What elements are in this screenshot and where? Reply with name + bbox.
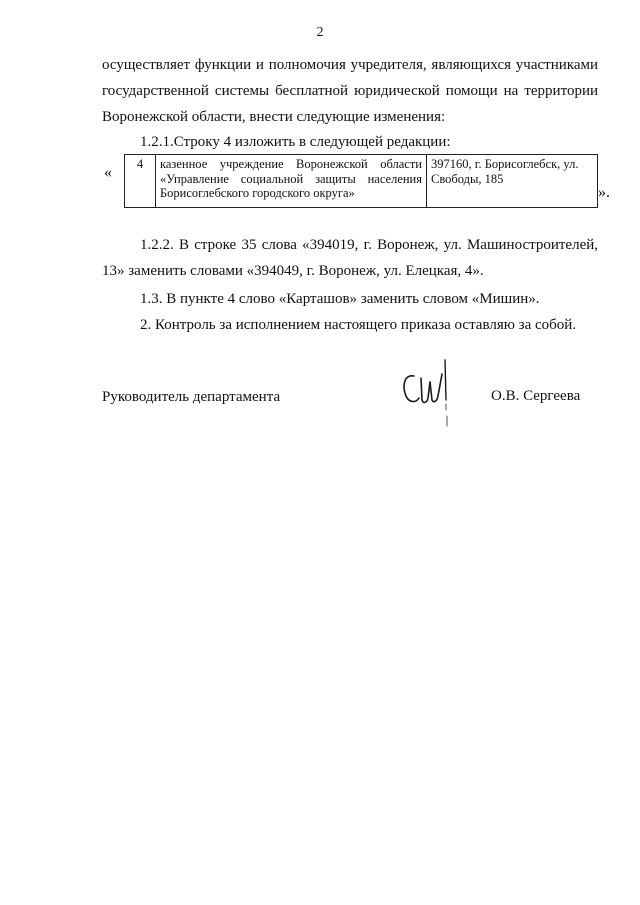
close-quote: ». xyxy=(598,184,610,201)
address-line-2: Свободы, 185 xyxy=(431,171,504,186)
address-cell xyxy=(427,155,598,208)
address-line-1: 397160, г. Борисоглебск, ул. xyxy=(431,157,579,171)
institution-name-line-1: казенное учреждение Воронежской области xyxy=(160,157,422,171)
item-1-2-1: 1.2.1.Строку 4 изложить в следующей редакции: xyxy=(140,134,451,150)
open-quote: « xyxy=(104,164,112,181)
signatory-position: Руководитель департамента xyxy=(102,389,281,405)
page-number: 2 xyxy=(316,25,324,40)
institution-name-cell xyxy=(156,155,427,208)
intro-line-3: Воронежской области, внести следующие изменения: xyxy=(102,109,446,125)
institution-name-line-3: Борисоглебского городского округа» xyxy=(160,186,355,200)
intro-line-2: государственной системы бесплатной юридической помощи на территории xyxy=(102,83,598,99)
handwritten-signature xyxy=(392,356,462,430)
item-1-3: 1.3. В пункте 4 слово «Карташов» заменить словом «Мишин». xyxy=(140,291,540,307)
intro-line-1: осуществляет функции и полномочия учредителя, являющихся участниками xyxy=(102,57,598,73)
institution-name-line-2: «Управление социальной защиты населения xyxy=(160,171,422,186)
item-1-2-2-line-2: 13» заменить словами «394049, г. Воронеж, ул. Елецкая, 4». xyxy=(102,263,484,279)
row-number-cell: 4 xyxy=(125,155,156,208)
table-row xyxy=(125,155,598,208)
amendment-table xyxy=(124,154,598,208)
signatory-name: О.В. Сергеева xyxy=(491,388,581,404)
item-2: 2. Контроль за исполнением настоящего приказа оставляю за собой. xyxy=(140,317,577,333)
item-1-2-2-line-1: 1.2.2. В строке 35 слова «394019, г. Воронеж, ул. Машиностроителей, xyxy=(140,237,598,253)
